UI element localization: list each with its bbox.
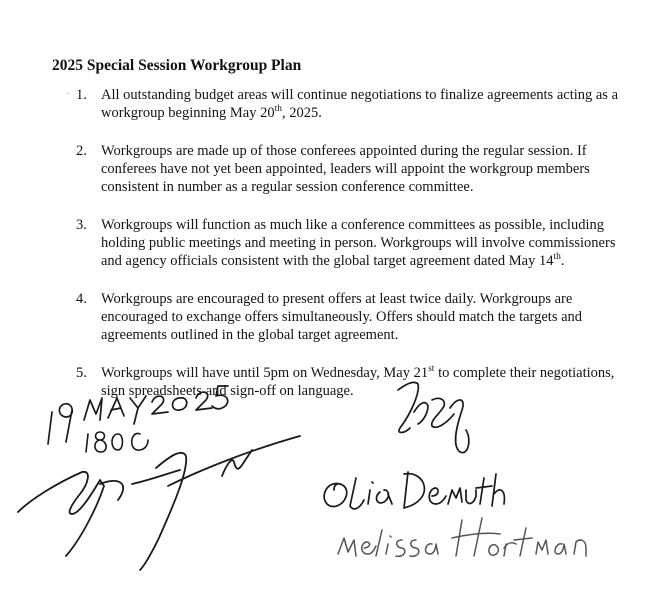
item-text: Workgroups are made up of those conferees appointed during the regular session. If conferees have not yet been appointed, leaders will appoint the workgroup members consistent in number as a regular session conference committee.	[101, 143, 590, 195]
signature-melissa-hortman	[338, 518, 586, 556]
item-text: Workgroups will have until 5pm on Wednesday, May 21	[101, 365, 429, 381]
item-text: All outstanding budget areas will continue negotiations to finalize agreements acting as a workgroup beginning May 20	[101, 87, 619, 121]
handwritten-time	[86, 432, 148, 452]
ordinal-suffix: st	[428, 364, 435, 375]
item-number: 4.	[76, 291, 87, 307]
ordinal-suffix: th	[553, 252, 561, 263]
item-text: Workgroups are encouraged to present offers at least twice daily. Workgroups are encouraged to exchange offers simultaneously. Offers should match the targets and agreements outlined in the global target agreement.	[101, 291, 583, 343]
margin-mark: ·	[66, 89, 70, 100]
item-text-end: , 2025.	[281, 105, 322, 121]
document-title: 2025 Special Session Workgroup Plan	[52, 57, 302, 74]
item-number: 2.	[76, 143, 87, 159]
item-text-end: .	[560, 253, 565, 269]
handwritten-date	[48, 386, 228, 444]
item-text-end: to complete their negotiations, sign spreadsheets and sign-off on language.	[101, 365, 615, 399]
signature-top-right	[398, 382, 469, 452]
item-number: 3.	[76, 217, 87, 233]
signature-olivia-demuth	[324, 472, 504, 509]
ordinal-suffix: th	[274, 104, 282, 115]
item-number: 1.	[76, 87, 87, 103]
signature-scrawl	[18, 436, 300, 570]
item-number: 5.	[76, 365, 87, 381]
item-text: Workgroups will function as much like a conference committees as possible, including holding public meetings and meeting in person. Workgroups will involve commissioners and agency officials consistent with the global target agreement dated May 14	[101, 217, 616, 269]
